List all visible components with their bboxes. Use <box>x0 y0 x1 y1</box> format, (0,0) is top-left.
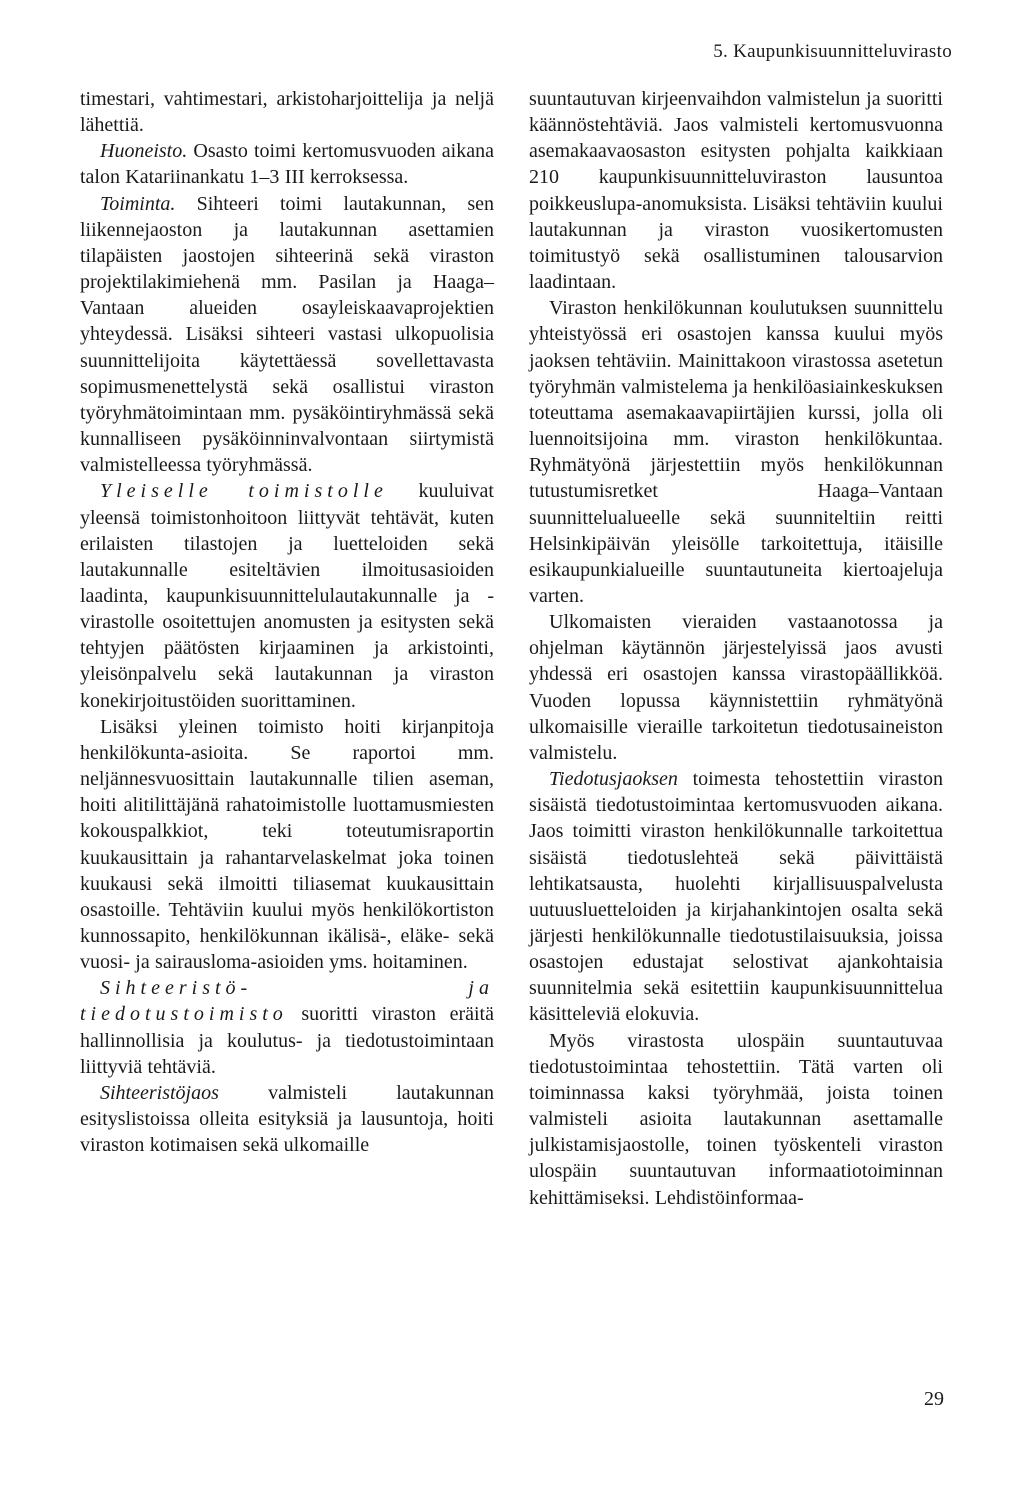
paragraph-text: Sihteeri toimi lautakunnan, sen liikennejaoston ja lautakunnan asettamien tilapäisten jaostojen sihteerinä sekä viraston projektilakimiehenä mm. Pasilan ja Haaga–Vantaan alueiden osayleiskaavaprojektien yhteydessä. Lisäksi sihteeri vastasi ulkopuolisia suunnittelijoita käytettäessä sovellettavasta sopimusmenettelystä sekä osallistui viraston työryhmätoimintaan mm. pysäköintiryhmässä sekä kunnalliseen pysäköinninvalvontaan siirtymistä valmistelleessa työryhmässä. <box>80 192 494 477</box>
paragraph-bookkeeping <box>80 714 494 976</box>
paragraph-text: Osasto toimi kertomusvuoden aikana talon Katariinankatu 1–3 III kerroksessa. <box>80 140 494 189</box>
left-column <box>80 86 494 1158</box>
paragraph-text: suuntautuvan kirjeenvaihdon valmistelun ja suoritti käännöstehtäviä. Jaos valmisteli kertomusvuonna asemakaavaosaston esitysten pohjalta kaikkiaan 210 kaupunkisuunnitteluviraston lausuntoa poikkeuslupa-anomuksista. Lisäksi tehtäviin kuului lautakunnan ja viraston vuosikertomusten toimitustyö sekä osallistuminen talousarvion laadintaan. <box>529 88 943 294</box>
section-lead-premises: Huoneisto. <box>100 140 188 163</box>
paragraph-text: timestari, vahtimestari, arkistoharjoittelija ja neljä lähettiä. <box>80 88 494 137</box>
paragraph-text: Ulkomaisten vieraiden vastaanotossa ja ohjelman käytännön järjestelyissä jaos avusti yhdessä eri osastojen kanssa virastopäällikköä. Vuoden lopussa käynnistettiin ryhmätyönä ulkomaisille vieraille tarkoitetun tiedotusaineiston valmistelu. <box>529 611 943 764</box>
paragraph-premises <box>80 138 494 190</box>
paragraph-foreign-visitors <box>529 609 943 766</box>
section-lead-general-office: Yleiselle toimistolle <box>100 480 388 503</box>
paragraph-correspondence <box>529 86 943 295</box>
paragraph-training <box>529 295 943 609</box>
section-lead-activities: Toiminta. <box>100 192 176 215</box>
paragraph-information-section <box>529 766 943 1028</box>
paragraph-activities <box>80 191 494 479</box>
section-lead-information-section: Tiedotusjaoksen <box>549 768 678 791</box>
paragraph-text: valmisteli lautakunnan esityslistoissa olleita esityksiä ja lausuntoja, hoiti viraston kotimaisen sekä ulkomaille <box>80 1081 494 1157</box>
paragraph-secretariat-section <box>80 1080 494 1158</box>
paragraph-general-office <box>80 478 494 713</box>
page-number: 29 <box>924 1388 944 1410</box>
right-column <box>529 86 943 1211</box>
paragraph-text: Viraston henkilökunnan koulutuksen suunnittelu yhteistyössä eri osastojen kanssa kuului myös jaoksen tehtäviin. Mainittakoon virastossa asetetun työryhmän valmistelema ja henkilöasiainkeskuksen toteuttama asemakaavapiirtäjien kurssi, jolla oli luennoitsijoina mm. viraston henkilökuntaa. Ryhmätyönä järjestettiin myös henkilökunnan tutustumisretket Haaga–Vantaan suunnittelualueelle sekä suunniteltiin reitti Helsinkipäivän yleisölle tarkoitettuja, itäisille esikaupunkialueille suuntautuneita kiertoajeluja varten. <box>529 297 943 607</box>
section-lead-secretariat-section: Sihteeristöjaos <box>100 1081 219 1104</box>
paragraph-staff-continuation <box>80 86 494 138</box>
paragraph-text: toimesta tehostettiin viraston sisäistä tiedotustoimintaa kertomusvuoden aikana. Jaos toimitti viraston henkilökunnalle tarkoitettua sisäistä tiedotuslehteä sekä päivittäistä lehtikatsausta, huolehti kirjallisuuspalvelusta uutuusluetteloiden ja kirjahankintojen osalta sekä järjesti henkilökunnalle tiedotustilaisuuksia, joissa osastojen edustajat selostivat ajankohtaisia suunnitelmia sekä esitettiin kaupunkisuunnittelua käsitteleviä elokuvia. <box>529 768 943 1026</box>
paragraph-external-information <box>529 1028 943 1211</box>
paragraph-text: Myös virastosta ulospäin suuntautuvaa tiedotustoimintaa tehostettiin. Tätä varten oli toiminnassa kaksi työryhmää, joista toinen valmisteli asioita lautakunnan asettamalle julkistamisjaostolle, toinen työskenteli viraston ulospäin suuntautuvan informaatiotoiminnan kehittämiseksi. Lehdistöinformaa- <box>529 1029 943 1209</box>
paragraph-text: suoritti viraston eräitä hallinnollisia ja koulutus- ja tiedotustoimintaan liittyviä tehtäviä. <box>80 1003 494 1078</box>
paragraph-text: Lisäksi yleinen toimisto hoiti kirjanpitoja henkilökunta-asioita. Se raportoi mm. neljännesvuosittain lautakunnalle tilien aseman, hoiti alitilittäjänä rahatoimistolle luottamusmiesten kokouspalkkiot, teki toteutumisraportin kuukausittain ja rahantarvelaskelmat joka toinen kuukausi sekä ilmoitti tiliasemat kuukausittain osastoille. Tehtäviin kuului myös henkilökortiston kunnossapito, henkilökunnan ikälisä-, eläke- sekä vuosi- ja sairausloma-asioiden yms. hoitaminen. <box>80 715 494 974</box>
running-head: 5. Kaupunkisuunnitteluvirasto <box>713 41 952 62</box>
paragraph-text: kuuluivat yleensä toimistonhoitoon liittyvät tehtävät, kuten erilaisten tilastojen ja luetteloiden sekä lautakunnalle esiteltävien ilmoitusasioiden laadinta, kaupunkisuunnittelulautakunnalle ja -virastolle osoitettujen anomusten ja esitysten sekä tehtyjen päätösten kirjaaminen ja arkistointi, yleisönpalvelu sekä lautakunnan ja viraston konekirjoitustöiden suorittaminen. <box>80 480 494 712</box>
paragraph-secretariat-office <box>80 975 494 1080</box>
section-lead-secretariat-office: Sihteeristö- ja tiedotustoimisto <box>80 977 494 1026</box>
